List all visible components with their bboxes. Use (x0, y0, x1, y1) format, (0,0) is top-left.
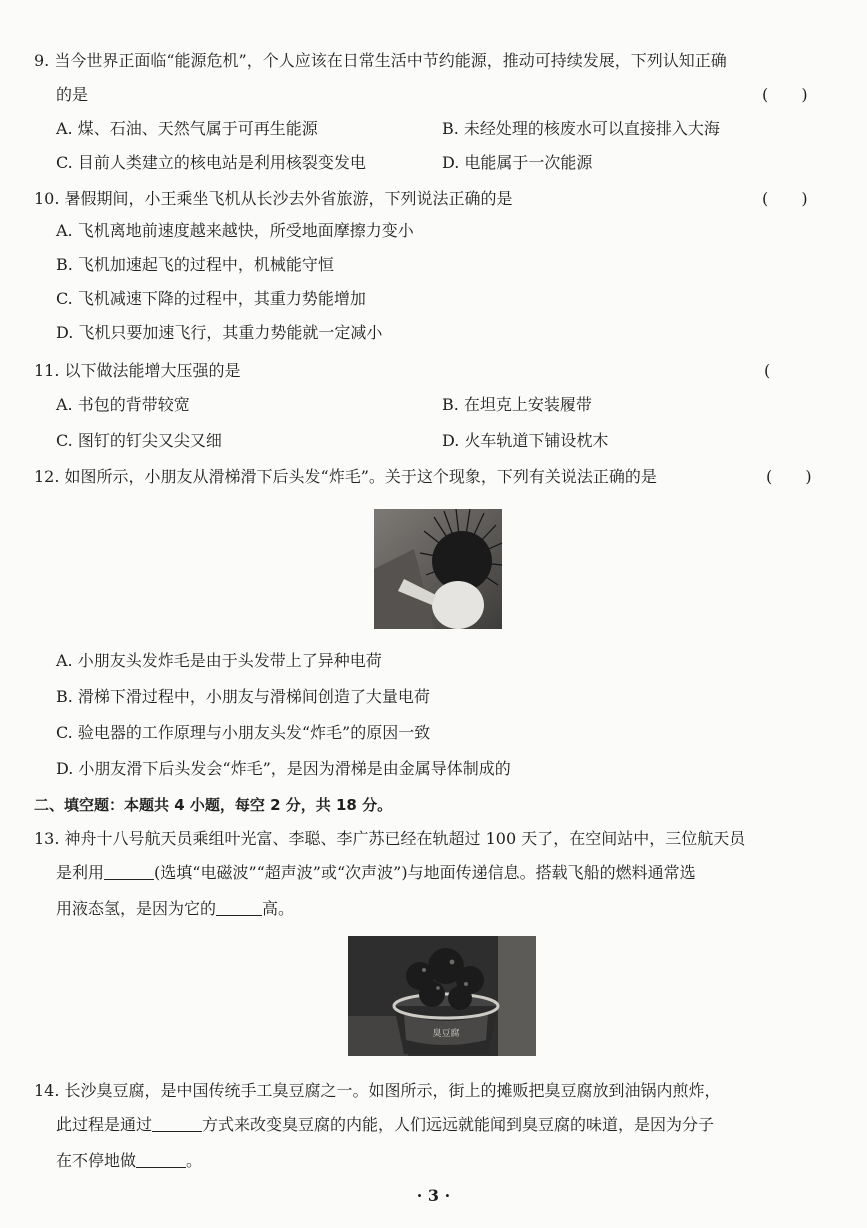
q9-option-c: C. 目前人类建立的核电站是利用核裂变发电 (56, 153, 366, 172)
q9-option-b: B. 未经处理的核废水可以直接排入大海 (442, 119, 720, 138)
q10-option-b: B. 飞机加速起飞的过程中，机械能守恒 (56, 255, 334, 274)
q10-option-d: D. 飞机只要加速飞行，其重力势能就一定减小 (56, 323, 383, 342)
q14-stem-line3 (56, 1150, 202, 1172)
q12-option-b: B. 滑梯下滑过程中，小朋友与滑梯间创造了大量电荷 (56, 687, 430, 706)
static-hair-photo (374, 509, 502, 629)
q9-answer-paren: ( ) (762, 85, 822, 104)
stinky-tofu-photo (348, 936, 536, 1056)
q11-option-b: B. 在坦克上安装履带 (442, 395, 592, 414)
q10-stem: 10. 暑假期间，小王乘坐飞机从长沙去外省旅游，下列说法正确的是 (34, 189, 513, 208)
q14-line3-text-a: 在不停地做 (56, 1151, 137, 1170)
q9-option-d: D. 电能属于一次能源 (442, 153, 593, 172)
static-hair-illustration (374, 509, 502, 629)
q12-stem: 12. 如图所示，小朋友从滑梯滑下后头发“炸毛”。关于这个现象，下列有关说法正确的是 (34, 467, 657, 486)
q9-option-a: A. 煤、石油、天然气属于可再生能源 (56, 119, 318, 138)
q12-answer-paren: ( ) (766, 467, 826, 486)
q11-option-d: D. 火车轨道下铺设枕木 (442, 431, 609, 450)
q14-stem-line1: 14. 长沙臭豆腐，是中国传统手工臭豆腐之一。如图所示，街上的摊贩把臭豆腐放到油锅内煎炸， (34, 1081, 721, 1100)
q13-line3-text-b: 高。 (262, 899, 295, 918)
stinky-tofu-illustration (348, 936, 536, 1056)
q14-blank-2[interactable] (136, 1151, 186, 1168)
q13-blank-1[interactable] (104, 863, 154, 880)
q12-option-c: C. 验电器的工作原理与小朋友头发“炸毛”的原因一致 (56, 723, 431, 742)
q13-stem-line3 (56, 898, 294, 920)
q12-option-d: D. 小朋友滑下后头发会“炸毛”，是因为滑梯是由金属导体制成的 (56, 759, 511, 778)
q13-stem-line1: 13. 神舟十八号航天员乘组叶光富、李聪、李广苏已经在轨超过 100 天了，在空间站中，三位航天员 (34, 829, 746, 848)
q11-option-c: C. 图钉的钉尖又尖又细 (56, 431, 222, 450)
q14-blank-1[interactable] (152, 1115, 202, 1132)
q11-stem: 11. 以下做法能增大压强的是 (34, 361, 241, 380)
q13-stem-line2 (56, 862, 696, 884)
q10-option-c: C. 飞机减速下降的过程中，其重力势能增加 (56, 289, 366, 308)
q14-line3-text-b: 。 (186, 1151, 203, 1170)
q10-option-a: A. 飞机离地前速度越来越快，所受地面摩擦力变小 (56, 221, 414, 240)
q14-line2-text-a: 此过程是通过 (56, 1115, 153, 1134)
q11-option-a: A. 书包的背带较宽 (56, 395, 190, 414)
q9-stem-line1: 9. 当今世界正面临“能源危机”，个人应该在日常生活中节约能源，推动可持续发展，下列认知正确 (34, 51, 727, 70)
q9-stem-line2: 的是 (56, 85, 89, 104)
q13-line3-text-a: 用液态氢，是因为它的 (56, 899, 217, 918)
q14-stem-line2 (56, 1114, 714, 1136)
q11-answer-paren: ( (764, 361, 785, 380)
q13-blank-2[interactable] (216, 899, 262, 916)
page-number: · 3 · (416, 1186, 451, 1205)
q10-answer-paren: ( ) (762, 189, 822, 208)
q13-line2-text-b: (选填“电磁波”“超声波”或“次声波”)与地面传递信息。搭载飞船的燃料通常选 (154, 863, 696, 882)
section-heading-fill-in: 二、填空题：本题共 4 小题，每空 2 分，共 18 分。 (34, 796, 393, 814)
q12-option-a: A. 小朋友头发炸毛是由于头发带上了异种电荷 (56, 651, 382, 670)
q13-line2-text-a: 是利用 (56, 863, 105, 882)
tofu-cup-label: 臭豆腐 (432, 1029, 460, 1039)
q14-line2-text-b: 方式来改变臭豆腐的内能，人们远远就能闻到臭豆腐的味道，是因为分子 (202, 1115, 715, 1134)
